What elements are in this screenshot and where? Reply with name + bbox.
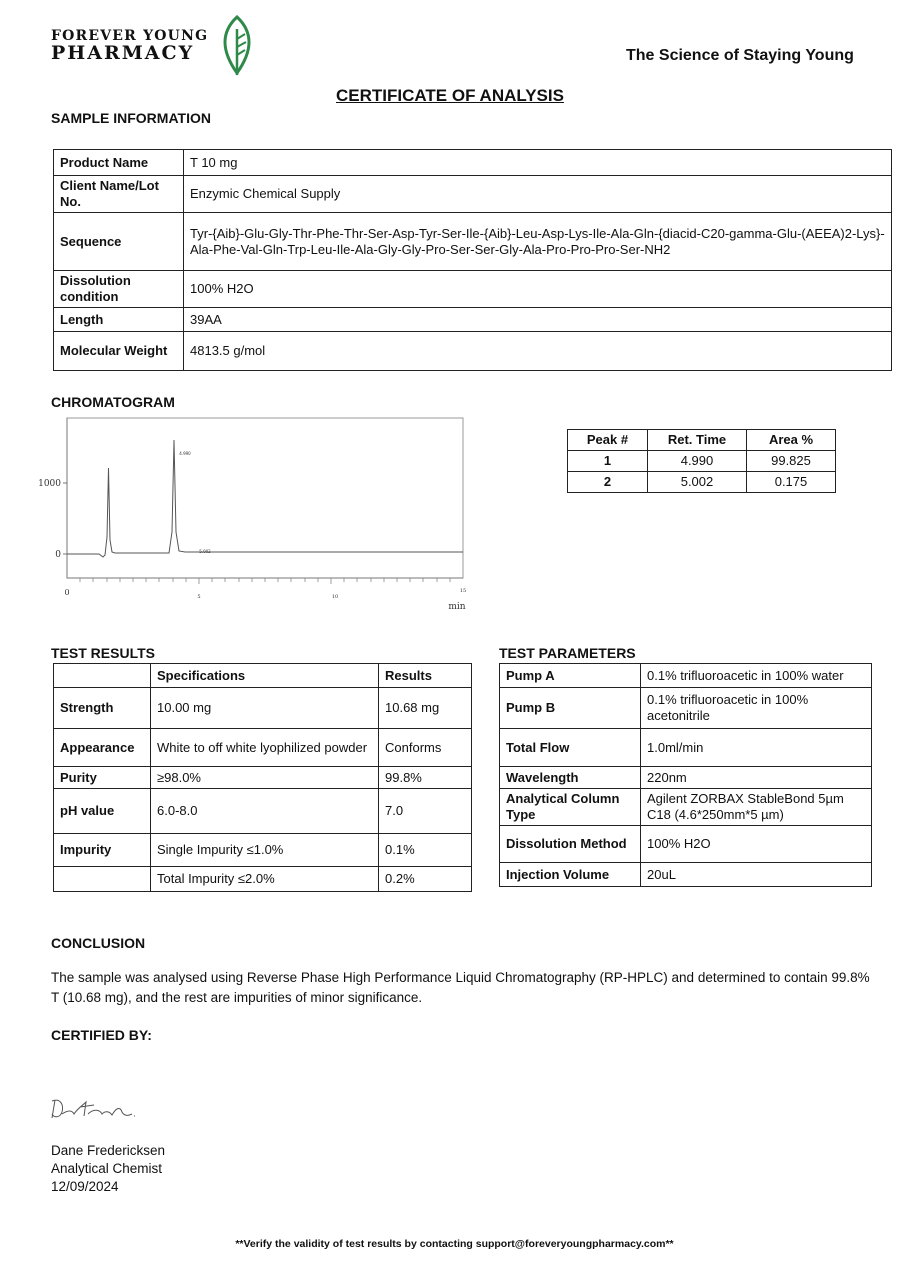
document-title: CERTIFICATE OF ANALYSIS [336,86,564,105]
sample-information-table [53,149,892,371]
y-tick-label-0: 0 [55,550,61,560]
table-header-row [54,664,472,688]
column-header: Ret. Time [648,430,747,451]
table-row [500,826,872,863]
peak-label-2: 5.002 [199,549,211,554]
leaf-logo-icon [218,15,256,77]
empty-cell [54,867,151,892]
conclusion-heading: CONCLUSION [51,935,146,951]
x-tick-label-0: 0 [64,588,70,597]
table-row [500,863,872,887]
x-tick-label-15: 15 [459,588,467,594]
test-parameters-heading: TEST PARAMETERS [499,645,636,661]
table-row [54,308,892,332]
result-cell: 0.1% [379,834,472,867]
table-cell: 0.175 [747,472,836,493]
row-label: Pump A [500,664,641,688]
result-cell: Conforms [379,729,472,767]
table-row [500,789,872,826]
row-label: Wavelength [500,767,641,789]
row-label: Sequence [54,213,184,271]
row-value: 20uL [641,863,872,887]
table-cell: 2 [568,472,648,493]
row-value: Tyr-{Aib}-Glu-Gly-Thr-Phe-Thr-Ser-Asp-Tyr-Ser-Ile-{Aib}-Leu-Asp-Lys-Ile-Ala-Gln-{diacid-C20-gamma-Glu-(AEEA)2-Lys}-Ala-Phe-Val-Gln-Trp-Leu-Ile-Ala-Gly-Gly-Pro-Ser-Ser-Gly-Ala-Pro-Pro-Pro-Ser-NH2 [184,213,892,271]
peak-label-1: 4.990 [179,451,191,456]
table-row [54,729,472,767]
row-value: T 10 mg [184,150,892,176]
row-label: Appearance [54,729,151,767]
row-value: 220nm [641,767,872,789]
table-row [500,729,872,767]
row-label: Strength [54,688,151,729]
table-cell: 99.825 [747,451,836,472]
table-cell: 1 [568,451,648,472]
row-label: Length [54,308,184,332]
table-cell: 4.990 [648,451,747,472]
table-row [500,767,872,789]
table-row [54,176,892,213]
empty-cell [54,664,151,688]
row-label: Client Name/Lot No. [54,176,184,213]
x-axis-unit: min [448,602,466,612]
result-cell: 7.0 [379,789,472,834]
column-header: Peak # [568,430,648,451]
row-label: Dissolution Method [500,826,641,863]
row-label: Purity [54,767,151,789]
table-cell: 5.002 [648,472,747,493]
peak-table [567,429,836,493]
plot-frame [67,418,463,578]
row-value: Agilent ZORBAX StableBond 5µm C18 (4.6*250mm*5 µm) [641,789,872,826]
row-label: Analytical Column Type [500,789,641,826]
chromatogram-chart [35,412,475,617]
row-value: 0.1% trifluoroacetic in 100% water [641,664,872,688]
row-label: Total Flow [500,729,641,767]
row-value: 1.0ml/min [641,729,872,767]
spec-cell: Total Impurity ≤2.0% [151,867,379,892]
row-label: Dissolution condition [54,271,184,308]
x-minor-ticks [80,578,450,584]
table-header-row [568,430,836,451]
spec-cell: Single Impurity ≤1.0% [151,834,379,867]
table-row [54,834,472,867]
table-row [568,472,836,493]
footer-note: **Verify the validity of test results by contacting support@foreveryoungpharmacy.com** [235,1238,674,1250]
table-row [500,664,872,688]
certification-date: 12/09/2024 [51,1179,119,1194]
conclusion-text: The sample was analysed using Reverse Phase High Performance Liquid Chromatography (RP-HPLC) and determined to contain 99.8% T (10.68 mg), and the rest are impurities of minor significance. [51,970,870,1005]
test-results-heading: TEST RESULTS [51,645,155,661]
signature-image [48,1094,138,1122]
row-label: Molecular Weight [54,332,184,371]
table-row [54,867,472,892]
table-row [54,332,892,371]
x-tick-label-10: 10 [331,594,339,600]
row-value: 0.1% trifluoroacetic in 100% acetonitrile [641,688,872,729]
table-row [500,688,872,729]
row-label: Impurity [54,834,151,867]
certifier-name: Dane Fredericksen [51,1143,166,1158]
row-value: 100% H2O [184,271,892,308]
result-cell: 99.8% [379,767,472,789]
chromatogram-heading: CHROMATOGRAM [51,394,175,410]
spec-cell: White to off white lyophilized powder [151,729,379,767]
table-row [54,767,472,789]
row-value: 4813.5 g/mol [184,332,892,371]
table-row [54,213,892,271]
test-parameters-table [499,663,872,887]
brand-name-line2: PHARMACY [51,42,195,64]
column-header: Results [379,664,472,688]
row-value: 100% H2O [641,826,872,863]
column-header: Area % [747,430,836,451]
table-row [568,451,836,472]
result-cell: 0.2% [379,867,472,892]
table-row [54,271,892,308]
table-row [54,688,472,729]
test-results-table [53,663,472,892]
x-tick-label-5: 5 [197,594,201,600]
table-row [54,789,472,834]
spec-cell: ≥98.0% [151,767,379,789]
row-label: Pump B [500,688,641,729]
spec-cell: 6.0-8.0 [151,789,379,834]
result-cell: 10.68 mg [379,688,472,729]
row-value: 39AA [184,308,892,332]
sample-information-heading: SAMPLE INFORMATION [51,110,211,126]
spec-cell: 10.00 mg [151,688,379,729]
tagline: The Science of Staying Young [626,47,854,64]
table-row [54,150,892,176]
brand-name-line1: FOREVER YOUNG [51,28,209,44]
certifier-title: Analytical Chemist [51,1161,163,1176]
column-header: Specifications [151,664,379,688]
row-label: Product Name [54,150,184,176]
certifier-block [51,1142,165,1196]
y-tick-label-1000: 1000 [38,479,61,489]
row-label: Injection Volume [500,863,641,887]
certified-by-heading: CERTIFIED BY: [51,1027,152,1043]
chromatogram-trace [67,440,463,557]
row-label: pH value [54,789,151,834]
row-value: Enzymic Chemical Supply [184,176,892,213]
